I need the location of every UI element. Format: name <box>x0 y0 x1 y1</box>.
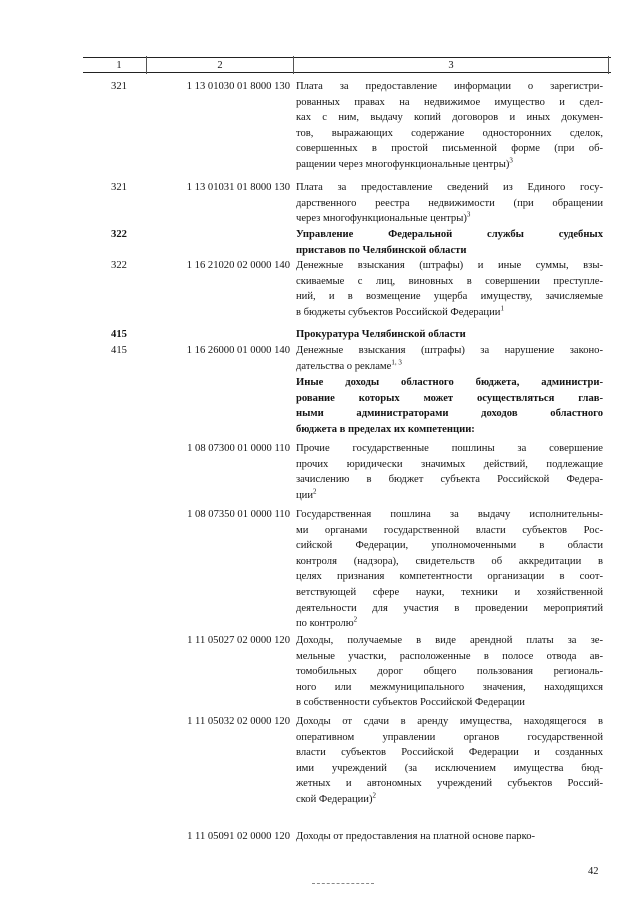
header-col-2: 2 <box>217 60 223 71</box>
description-cell <box>296 227 603 258</box>
description-line <box>296 441 603 457</box>
description-text: контроля (надзора), свидетельств об аккредитации в <box>296 555 603 567</box>
description-line <box>296 680 603 696</box>
admin-code-cell: 415 <box>111 345 127 356</box>
footnote-mark: 2 <box>372 791 376 800</box>
description-line <box>296 180 603 196</box>
footnote-mark: 2 <box>353 615 358 624</box>
description-cell <box>296 327 603 343</box>
header-divider-2 <box>293 56 294 74</box>
description-text: Доходы, получаемые в виде арендной платы за зе- <box>296 635 603 646</box>
description-line <box>296 327 603 343</box>
description-text: целях признания компетентности организации в соот- <box>296 571 603 583</box>
description-cell <box>296 507 603 632</box>
description-cell <box>296 79 603 173</box>
description-cell <box>296 714 603 808</box>
description-cell <box>296 441 603 503</box>
description-text: скиваемые с лиц, виновных в совершении преступле- <box>296 275 603 287</box>
description-line <box>296 391 603 407</box>
description-line <box>296 745 603 761</box>
description-text: рование которых может осуществляться глав- <box>296 392 603 404</box>
description-line <box>296 507 603 523</box>
description-text: дарственного реестра недвижимости (при обращении <box>296 197 603 209</box>
budget-code-cell: 1 16 21020 02 0000 140 <box>186 260 290 271</box>
footnote-mark: 2 <box>313 487 317 496</box>
description-cell <box>296 258 603 320</box>
description-text: в бюджеты субъектов Российской Федерации <box>296 306 501 318</box>
description-line <box>296 601 603 617</box>
description-line <box>296 633 603 649</box>
description-text: Прокуратура Челябинской области <box>296 329 466 340</box>
description-text: прочих юридически значимых действий, подлежащие <box>296 458 603 470</box>
description-line <box>296 157 603 173</box>
description-text: ми органами государственной власти субъектов Рос- <box>296 524 603 536</box>
description-line <box>296 730 603 746</box>
description-text: зачислению в бюджет субъекта Российской Федера- <box>296 474 603 486</box>
description-text: приставов по Челябинской области <box>296 244 467 256</box>
description-line <box>296 305 603 321</box>
description-line <box>296 141 603 157</box>
budget-code-cell: 1 11 05091 02 0000 120 <box>187 831 290 842</box>
description-line <box>296 289 603 305</box>
description-line <box>296 211 603 227</box>
description-line <box>296 406 603 422</box>
description-text: Иные доходы областного бюджета, администри- <box>296 377 603 388</box>
description-line <box>296 616 603 632</box>
footnote-mark: 1 <box>500 304 504 313</box>
description-text: Государственная пошлина за выдачу исполнительны- <box>296 509 603 520</box>
description-line <box>296 538 603 554</box>
budget-code-cell: 1 16 26000 01 0000 140 <box>186 345 290 356</box>
description-text: Доходы от сдачи в аренду имущества, находящегося в <box>296 716 603 727</box>
description-line <box>296 227 603 243</box>
description-line <box>296 664 603 680</box>
description-text: в собственности субъектов Российской Федерации <box>296 697 525 709</box>
description-cell <box>296 343 603 374</box>
budget-code-cell: 1 13 01030 01 8000 130 <box>186 81 290 92</box>
description-text: Денежные взыскания (штрафы) и иные суммы, взы- <box>296 260 603 271</box>
admin-code-cell: 321 <box>111 182 127 193</box>
description-text: томобильных дорог общего пользования региональ- <box>296 666 603 678</box>
description-text: Плата за предоставление сведений из Единого госу- <box>296 182 603 193</box>
header-divider-3 <box>608 56 609 74</box>
description-text: ными администраторами доходов областного <box>296 408 603 420</box>
description-text: сийской Федерации, уполномоченными в области <box>296 540 603 552</box>
budget-code-cell: 1 08 07300 01 0000 110 <box>187 443 290 454</box>
description-text: ветствующей сфере науки, техники и хозяйственной <box>296 586 603 598</box>
description-text: Денежные взыскания (штрафы) за нарушение законо- <box>296 345 603 356</box>
description-text: бюджета в пределах их компетенции: <box>296 423 475 435</box>
description-line <box>296 585 603 601</box>
budget-code-cell: 1 11 05027 02 0000 120 <box>187 635 290 646</box>
description-text: ращении через многофункциональные центры) <box>296 158 510 170</box>
description-line <box>296 457 603 473</box>
header-bottom-rule <box>83 72 611 73</box>
description-line <box>296 343 603 359</box>
header-col-1: 1 <box>116 60 122 71</box>
description-text: Плата за предоставление информации о зарегистри- <box>296 81 603 92</box>
description-line <box>296 196 603 212</box>
description-line <box>296 714 603 730</box>
description-line <box>296 776 603 792</box>
description-text: мельные участки, расположенные в полосе отвода ав- <box>296 650 603 662</box>
description-line <box>296 79 603 95</box>
description-text: ного или межмуниципального значения, находящихся <box>296 681 603 693</box>
description-line <box>296 422 603 438</box>
description-text: ках с ним, выдачу копий договоров и иных докумен- <box>296 112 603 124</box>
description-line <box>296 488 603 504</box>
header-top-rule <box>83 57 611 58</box>
budget-code-cell: 1 13 01031 01 8000 130 <box>186 182 290 193</box>
description-text: через многофункциональные центры) <box>296 213 467 225</box>
description-text: оперативном управлении органов государственной <box>296 731 603 743</box>
admin-code-cell: 415 <box>111 329 127 340</box>
admin-code-cell: 321 <box>111 81 127 92</box>
description-line <box>296 523 603 539</box>
footer-rule <box>312 883 374 884</box>
footnote-mark: 3 <box>509 156 513 165</box>
description-line <box>296 829 603 845</box>
description-line <box>296 554 603 570</box>
description-line <box>296 375 603 391</box>
description-line <box>296 258 603 274</box>
description-text: деятельности для участия в проведении мероприятий <box>296 602 603 614</box>
description-line <box>296 569 603 585</box>
header-divider-1 <box>146 56 147 74</box>
description-text: ний, и в возмещение ущерба имуществу, зачисляемые <box>296 291 603 303</box>
description-cell <box>296 633 603 711</box>
description-line <box>296 649 603 665</box>
footnote-mark: 1, 3 <box>391 358 402 367</box>
description-text: власти субъектов Российской Федерации и созданных <box>296 747 603 759</box>
description-cell <box>296 829 603 845</box>
description-line <box>296 761 603 777</box>
description-text: тов, выражающих содержание односторонних сделок, <box>296 127 603 139</box>
footnote-mark: 3 <box>466 210 471 219</box>
description-text: ции <box>296 489 314 501</box>
description-text: рованных правах на недвижимое имущество и сдел- <box>296 96 603 108</box>
description-cell <box>296 375 603 437</box>
description-line <box>296 274 603 290</box>
description-line <box>296 243 603 259</box>
description-text: Прочие государственные пошлины за совершение <box>296 443 603 454</box>
description-line <box>296 472 603 488</box>
budget-code-cell: 1 08 07350 01 0000 110 <box>187 509 290 520</box>
description-line <box>296 792 603 808</box>
description-text: жетных и автономных учреждений субъектов Россий- <box>296 778 603 790</box>
description-cell <box>296 180 603 227</box>
admin-code-cell: 322 <box>111 260 127 271</box>
description-line <box>296 110 603 126</box>
description-text: ими учреждений (за исключением имущества бюд- <box>296 762 603 774</box>
description-line <box>296 126 603 142</box>
budget-code-cell: 1 11 05032 02 0000 120 <box>187 716 290 727</box>
description-line <box>296 695 603 711</box>
page-number: 42 <box>588 866 599 877</box>
header-col-3: 3 <box>448 60 454 71</box>
description-text: дательства о рекламе <box>296 360 392 372</box>
description-text: Управление Федеральной службы судебных <box>296 229 603 240</box>
description-text: по контролю <box>296 618 354 630</box>
description-text: совершенных в простой письменной форме (при об- <box>296 143 603 155</box>
admin-code-cell: 322 <box>111 229 127 240</box>
description-line <box>296 359 603 375</box>
description-text: Доходы от предоставления на платной основе парко- <box>296 831 536 842</box>
description-text: ской Федерации) <box>296 793 373 805</box>
description-line <box>296 95 603 111</box>
